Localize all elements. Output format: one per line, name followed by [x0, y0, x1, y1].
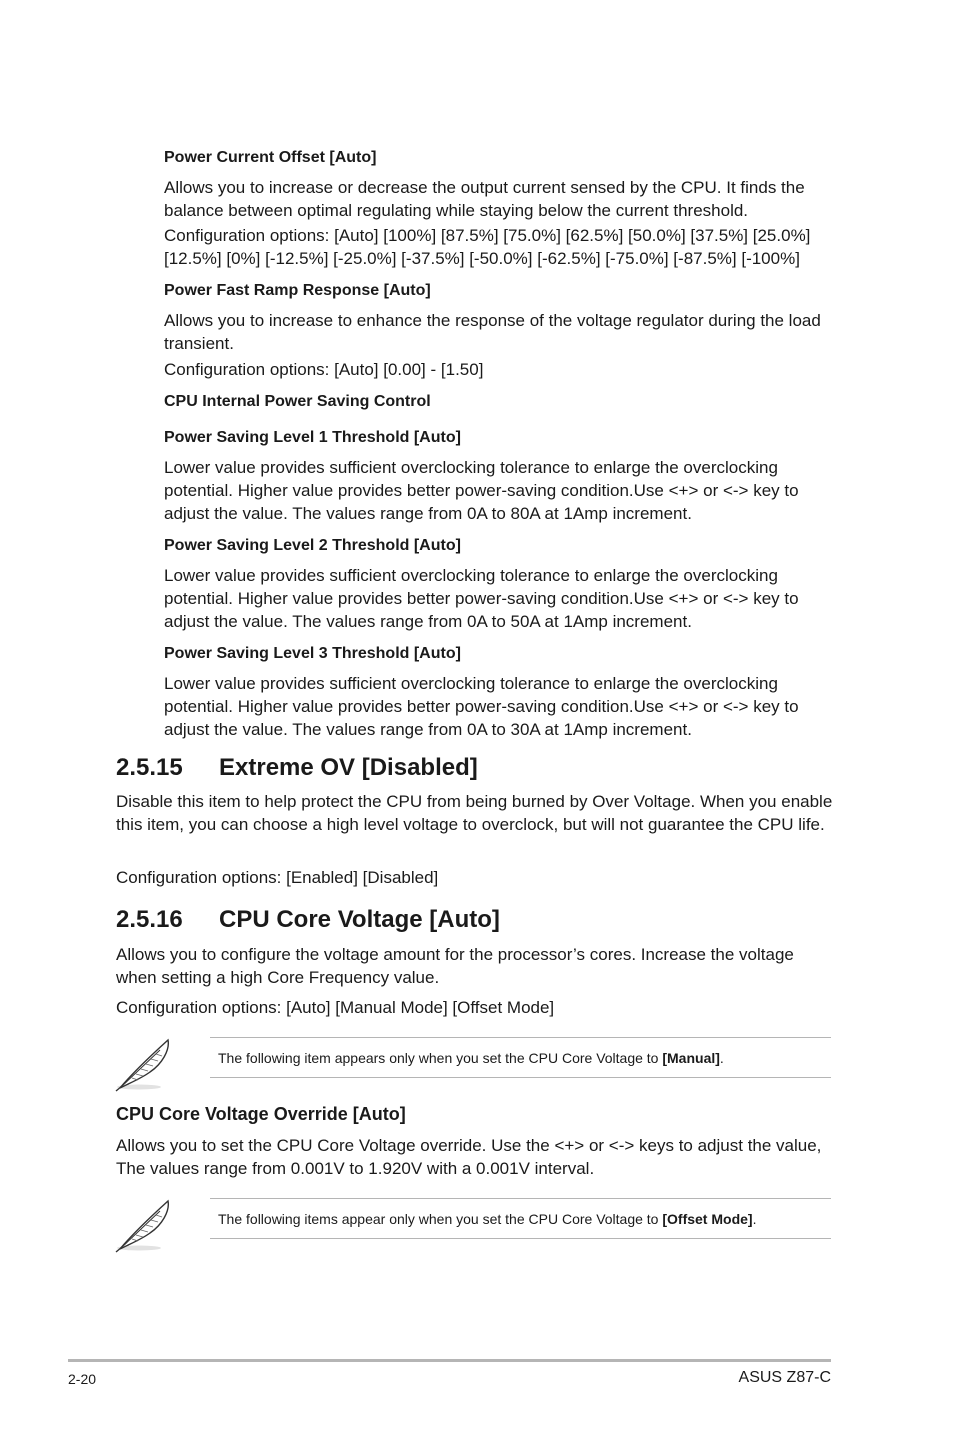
note-end: .: [719, 1049, 724, 1066]
note-text: The following items appear only when you set the CPU Core Voltage to: [218, 1210, 663, 1227]
section-title: CPU Core Voltage [Auto]: [219, 906, 500, 933]
level2-desc: Lower value provides sufficient overclocking tolerance to enlarge the overclocking potential. Higher value provides better power-saving condition.Use <+> or <-> key to adjust the value. The values range from 0A to 50A at 1Amp increment.: [164, 566, 799, 631]
override-desc: Allows you to set the CPU Core Voltage override. Use the <+> or <-> keys to adjust the value, The values range from 0.001V to 1.920V with a 0.001V interval.: [116, 1136, 822, 1178]
cpu-internal-power-saving-heading: CPU Internal Power Saving Control: [164, 393, 431, 410]
section-number: 2.5.15: [116, 754, 183, 781]
section-2-5-16-heading: [116, 905, 500, 935]
page-number: 2-20: [68, 1371, 97, 1387]
section-number: 2.5.16: [116, 906, 183, 933]
note-bold: [Manual]: [662, 1049, 720, 1066]
note-bold: [Offset Mode]: [662, 1210, 753, 1227]
note-offset-mode: [210, 1198, 831, 1239]
extreme-ov-desc: Disable this item to help protect the CPU from being burned by Over Voltage. When you enable this item, you can choose a high level voltage to overclock, but will not guarantee the CPU life.: [116, 792, 833, 834]
note-text: The following item appears only when you set the CPU Core Voltage to: [218, 1049, 663, 1066]
level1-heading: Power Saving Level 1 Threshold [Auto]: [164, 429, 461, 446]
level3-desc: Lower value provides sufficient overclocking tolerance to enlarge the overclocking potential. Higher value provides better power-saving condition.Use <+> or <-> key to adjust the value. The values range from 0A to 30A at 1Amp increment.: [164, 674, 799, 739]
level3-heading: Power Saving Level 3 Threshold [Auto]: [164, 645, 461, 662]
level1-desc: Lower value provides sufficient overclocking tolerance to enlarge the overclocking potential. Higher value provides better power-saving condition.Use <+> or <-> key to adjust the value. The values range from 0A to 80A at 1Amp increment.: [164, 458, 799, 523]
footer-divider: [68, 1359, 831, 1362]
cpu-core-voltage-options: Configuration options: [Auto] [Manual Mode] [Offset Mode]: [116, 998, 555, 1017]
override-heading: CPU Core Voltage Override [Auto]: [116, 1104, 406, 1124]
power-current-offset-desc: Allows you to increase or decrease the output current sensed by the CPU. It finds the balance between optimal regulating while staying below the current threshold.: [164, 178, 805, 220]
power-current-offset-heading: Power Current Offset [Auto]: [164, 149, 377, 166]
power-fast-ramp-options: Configuration options: [Auto] [0.00] - [1.50]: [164, 360, 484, 379]
power-current-offset-options: Configuration options: [Auto] [100%] [87.5%] [75.0%] [62.5%] [50.0%] [37.5%] [25.0%] [12.5%] [0%] [-12.5%] [-25.0%] [-37.5%] [-50.0%] [-62.5%] [-75.0%] [-87.5%] [-100%]: [164, 226, 811, 268]
note-manual: [210, 1037, 831, 1078]
section-2-5-15-heading: [116, 753, 478, 783]
power-fast-ramp-desc: Allows you to increase to enhance the response of the voltage regulator during the load transient.: [164, 311, 821, 353]
level2-heading: Power Saving Level 2 Threshold [Auto]: [164, 537, 461, 554]
section-title: Extreme OV [Disabled]: [219, 754, 478, 781]
feather-quill-icon: [112, 1036, 174, 1092]
feather-quill-icon: [112, 1197, 174, 1253]
product-name: ASUS Z87-C: [738, 1369, 831, 1386]
power-fast-ramp-heading: Power Fast Ramp Response [Auto]: [164, 282, 431, 299]
extreme-ov-options: Configuration options: [Enabled] [Disabled]: [116, 868, 439, 887]
cpu-core-voltage-desc: Allows you to configure the voltage amount for the processor’s cores. Increase the voltage when setting a high Core Frequency value.: [116, 945, 794, 987]
note-end: .: [752, 1210, 757, 1227]
